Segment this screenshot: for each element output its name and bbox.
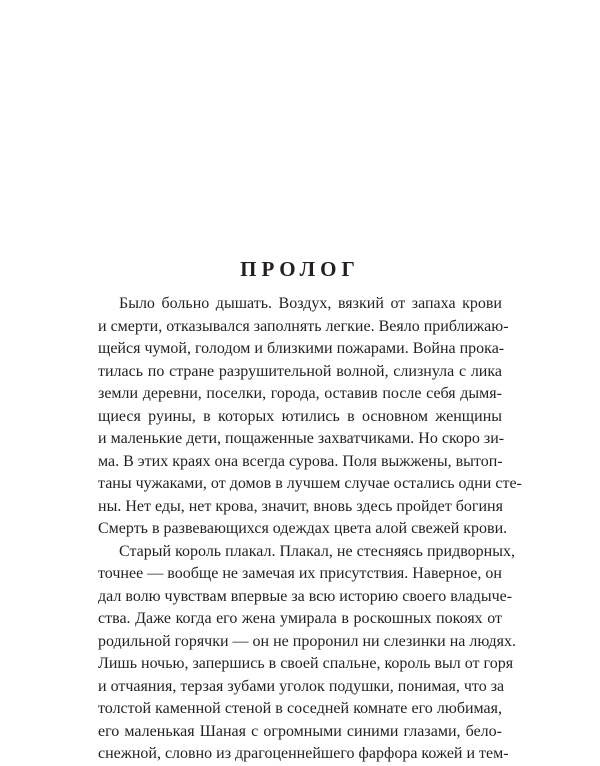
text-line: ства. Даже когда его жена умирала в роскошных покоях от xyxy=(98,610,502,627)
paragraph-1 xyxy=(98,293,522,541)
text-line: таны чужаками, от домов в лучшем случае остались одни сте- xyxy=(98,475,522,492)
text-line: дал волю чувствам впервые за всю историю своего владыче- xyxy=(98,587,513,605)
text-line: ма. В этих краях она всегда сурова. Поля выжжены, вытоп- xyxy=(98,452,503,470)
text-line: точнее — вообще не замечая их присутствия. Наверное, он xyxy=(98,565,502,582)
text-line: и отчаяния, терзая зубами уголок подушки, понимая, что за xyxy=(98,677,505,695)
text-line: родильной горячки — он не проронил ни слезинки на людях. xyxy=(98,632,517,650)
text-line: и смерти, отказывался заполнять легкие. Веяло приближаю- xyxy=(98,317,509,335)
text-line: Было больно дышать. Воздух, вязкий от запаха крови xyxy=(119,295,502,312)
text-line: тилась по стране разрушительной волной, слизнула с лика xyxy=(98,362,502,380)
text-line: щейся чумой, голодом и близкими пожарами. Война прока- xyxy=(98,340,505,357)
text-line: Старый король плакал. Плакал, не стесняясь придворных, xyxy=(119,542,515,560)
body-text xyxy=(98,293,522,766)
text-line: толстой каменной стеной в соседней комнате его любимая, xyxy=(98,700,502,717)
text-line: земли деревни, поселки, города, оставив после себя дымя- xyxy=(98,385,502,402)
text-line: щиеся руины, в которых ютились в основном женщины xyxy=(98,407,502,425)
text-line: его маленькая Шаная с огромными синими глазами, бело- xyxy=(98,722,502,740)
paragraph-2 xyxy=(98,541,517,766)
text-line: Лишь ночью, запершись в своей спальне, король выл от горя xyxy=(98,655,514,672)
text-line: и маленькие дети, пощаженные захватчиками. Но скоро зи- xyxy=(98,430,505,447)
text-line: снежной, словно из драгоценнейшего фарфора кожей и тем- xyxy=(98,745,509,762)
text-line: Смерть в развевающихся одеждах цвета алой свежей крови. xyxy=(98,520,508,537)
chapter-title: ПРОЛОГ xyxy=(240,257,360,281)
text-line: ны. Нет еды, нет крова, значит, вновь здесь пройдет богиня xyxy=(98,497,503,515)
